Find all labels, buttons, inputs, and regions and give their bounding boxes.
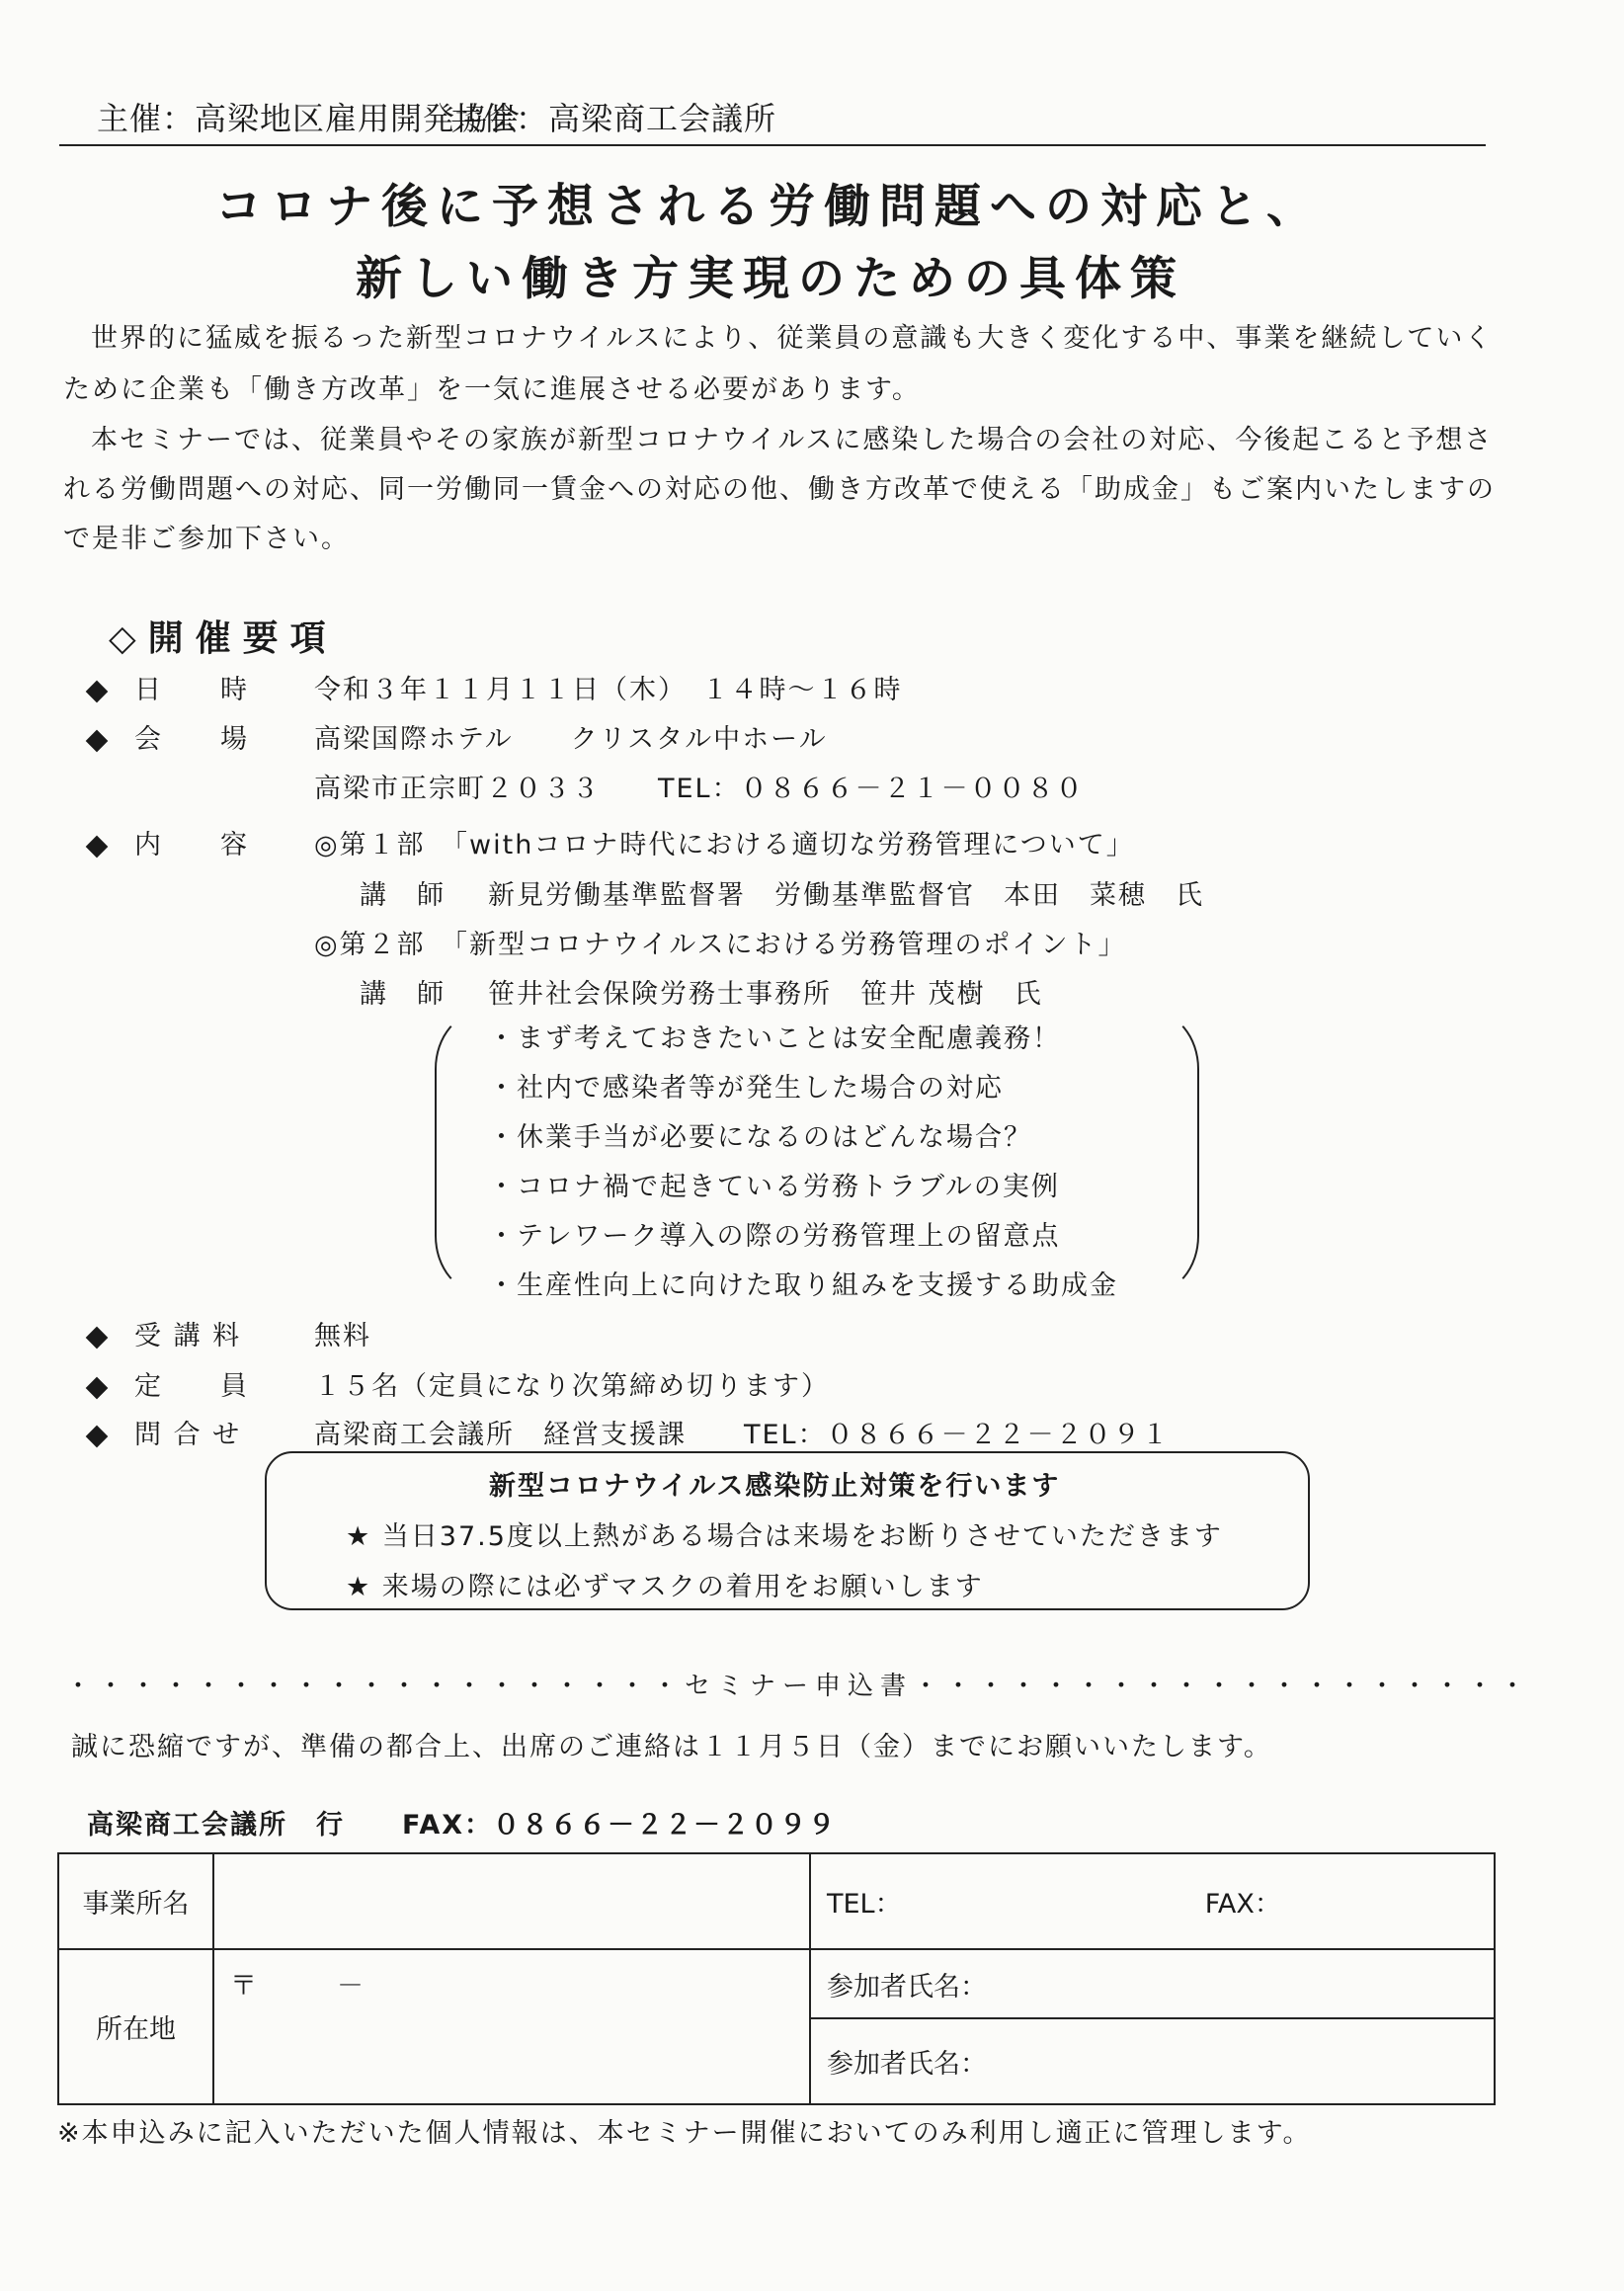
postal-code-label: 〒 － [230, 1971, 364, 2002]
deadline-text: 誠に恐縮ですが、準備の都合上、出席のご連絡は１１月５日（金）までにお願いいたします。 [71, 1732, 1272, 1762]
section-title: ◇開催要項 [109, 618, 338, 659]
send-to-text: 高梁商工会議所 行 FAX：０８６６－２２－２０９９ [87, 1810, 838, 1841]
part2-lecturer: 笹井社会保険労務士事務所 笹井 茂樹 氏 [488, 979, 1043, 1010]
participant-label: 参加者氏名： [827, 2049, 987, 2080]
part1-lecturer: 新見労働基準監督署 労働基準監督官 本田 菜穂 氏 [488, 880, 1204, 911]
co-organizer-text: 共催：高梁商工会議所 [450, 100, 777, 137]
capacity-value: １５名（定員になり次第締め切ります） [314, 1371, 830, 1402]
topic-item: ・生産性向上に向けた取り組みを支援する助成金 [488, 1270, 1118, 1301]
business-name-field[interactable] [213, 1853, 810, 1949]
intro-p1-line2: ために企業も「働き方改革」を一気に進展させる必要があります。 [63, 374, 921, 405]
contact-value: 高梁商工会議所 経営支援課 TEL：０８６６－２２－２０９１ [314, 1420, 1171, 1450]
notice-item-1: ★ 当日37.5度以上熱がある場合は来場をお断りさせていただきます [346, 1521, 1223, 1552]
notice-title: 新型コロナウイルス感染防止対策を行います [489, 1471, 1061, 1502]
business-name-label: 事業所名 [58, 1853, 213, 1949]
fee-row-label: 受 講 料 [89, 1314, 241, 1352]
tel-fax-field[interactable] [810, 1853, 1495, 1949]
intro-p1-line1: 世界的に猛威を振るった新型コロナウイルスにより、従業員の意識も大きく変化する中、事業を継続していく [91, 323, 1494, 354]
venue-row-label: 会 場 [89, 717, 249, 756]
tel-label: TEL： [827, 1889, 902, 1920]
fax-label: FAX： [1204, 1889, 1281, 1920]
header-divider [59, 144, 1486, 146]
intro-p2-line2: れる労働問題への対応、同一労働同一賃金への対応の他、働き方改革で使える「助成金」もご案内いたしますの [63, 474, 1496, 505]
organizer-text: 主催：高梁地区雇用開発協会 [97, 100, 522, 137]
diamond-bullet-icon [86, 1425, 109, 1447]
diamond-bullet-icon [86, 1326, 109, 1349]
diamond-bullet-icon [86, 835, 109, 858]
topic-item: ・まず考えておきたいことは安全配慮義務！ [488, 1023, 1061, 1054]
content-row-label: 内 容 [89, 823, 249, 861]
application-divider: ・・・・・・・・・・・・・・・・・・・セミナー申込書・・・・・・・・・・・・・・・・・・・ [65, 1672, 1533, 1701]
participant-name-field-2[interactable] [810, 2018, 1495, 2104]
part1-lecturer-label: 講 師 [360, 880, 446, 911]
title-line-2: 新しい働き方実現のための具体策 [356, 252, 1185, 306]
privacy-note: ※本申込みに記入いただいた個人情報は、本セミナー開催においてのみ利用し適正に管理します。 [57, 2118, 1312, 2149]
topic-item: ・コロナ禍で起きている労務トラブルの実例 [488, 1172, 1060, 1202]
venue-value-1: 高梁国際ホテル クリスタル中ホール [314, 724, 828, 755]
application-form [57, 1852, 1496, 2105]
intro-p2-line3: で是非ご参加下さい。 [63, 524, 350, 554]
datetime-value: 令和３年１１月１１日（木） １４時～１６時 [314, 675, 903, 705]
topic-item: ・テレワーク導入の際の労務管理上の留意点 [488, 1221, 1061, 1252]
topic-item: ・休業手当が必要になるのはどんな場合？ [488, 1122, 1032, 1153]
topic-item: ・社内で感染者等が発生した場合の対応 [488, 1073, 1004, 1104]
fee-value: 無料 [314, 1321, 371, 1351]
datetime-row-label: 日 時 [89, 668, 249, 706]
address-field[interactable] [213, 1949, 810, 2104]
diamond-bullet-icon [86, 1376, 109, 1399]
contact-row-label: 問 合 せ [89, 1413, 241, 1451]
part1-title: ◎第１部 「withコロナ時代における適切な労務管理について」 [314, 830, 1135, 860]
intro-p2-line1: 本セミナーでは、従業員やその家族が新型コロナウイルスに感染した場合の会社の対応、今後起こると予想さ [91, 425, 1494, 455]
participant-name-field-1[interactable] [810, 1949, 1495, 2018]
address-label: 所在地 [58, 1949, 213, 2104]
capacity-row-label: 定 員 [89, 1364, 249, 1403]
title-line-1: コロナ後に予想される労働問題への対応と、 [215, 180, 1322, 234]
participant-label: 参加者氏名： [827, 1971, 987, 2003]
diamond-bullet-icon [86, 680, 109, 702]
part2-title: ◎第２部 「新型コロナウイルスにおける労務管理のポイント」 [314, 930, 1127, 960]
diamond-bullet-icon [86, 729, 109, 752]
notice-item-2: ★ 来場の際には必ずマスクの着用をお願いします [346, 1572, 984, 1602]
venue-value-2: 高梁市正宗町２０３３ TEL：０８６６－２１－００８０ [314, 774, 1085, 804]
part2-lecturer-label: 講 師 [360, 979, 446, 1010]
